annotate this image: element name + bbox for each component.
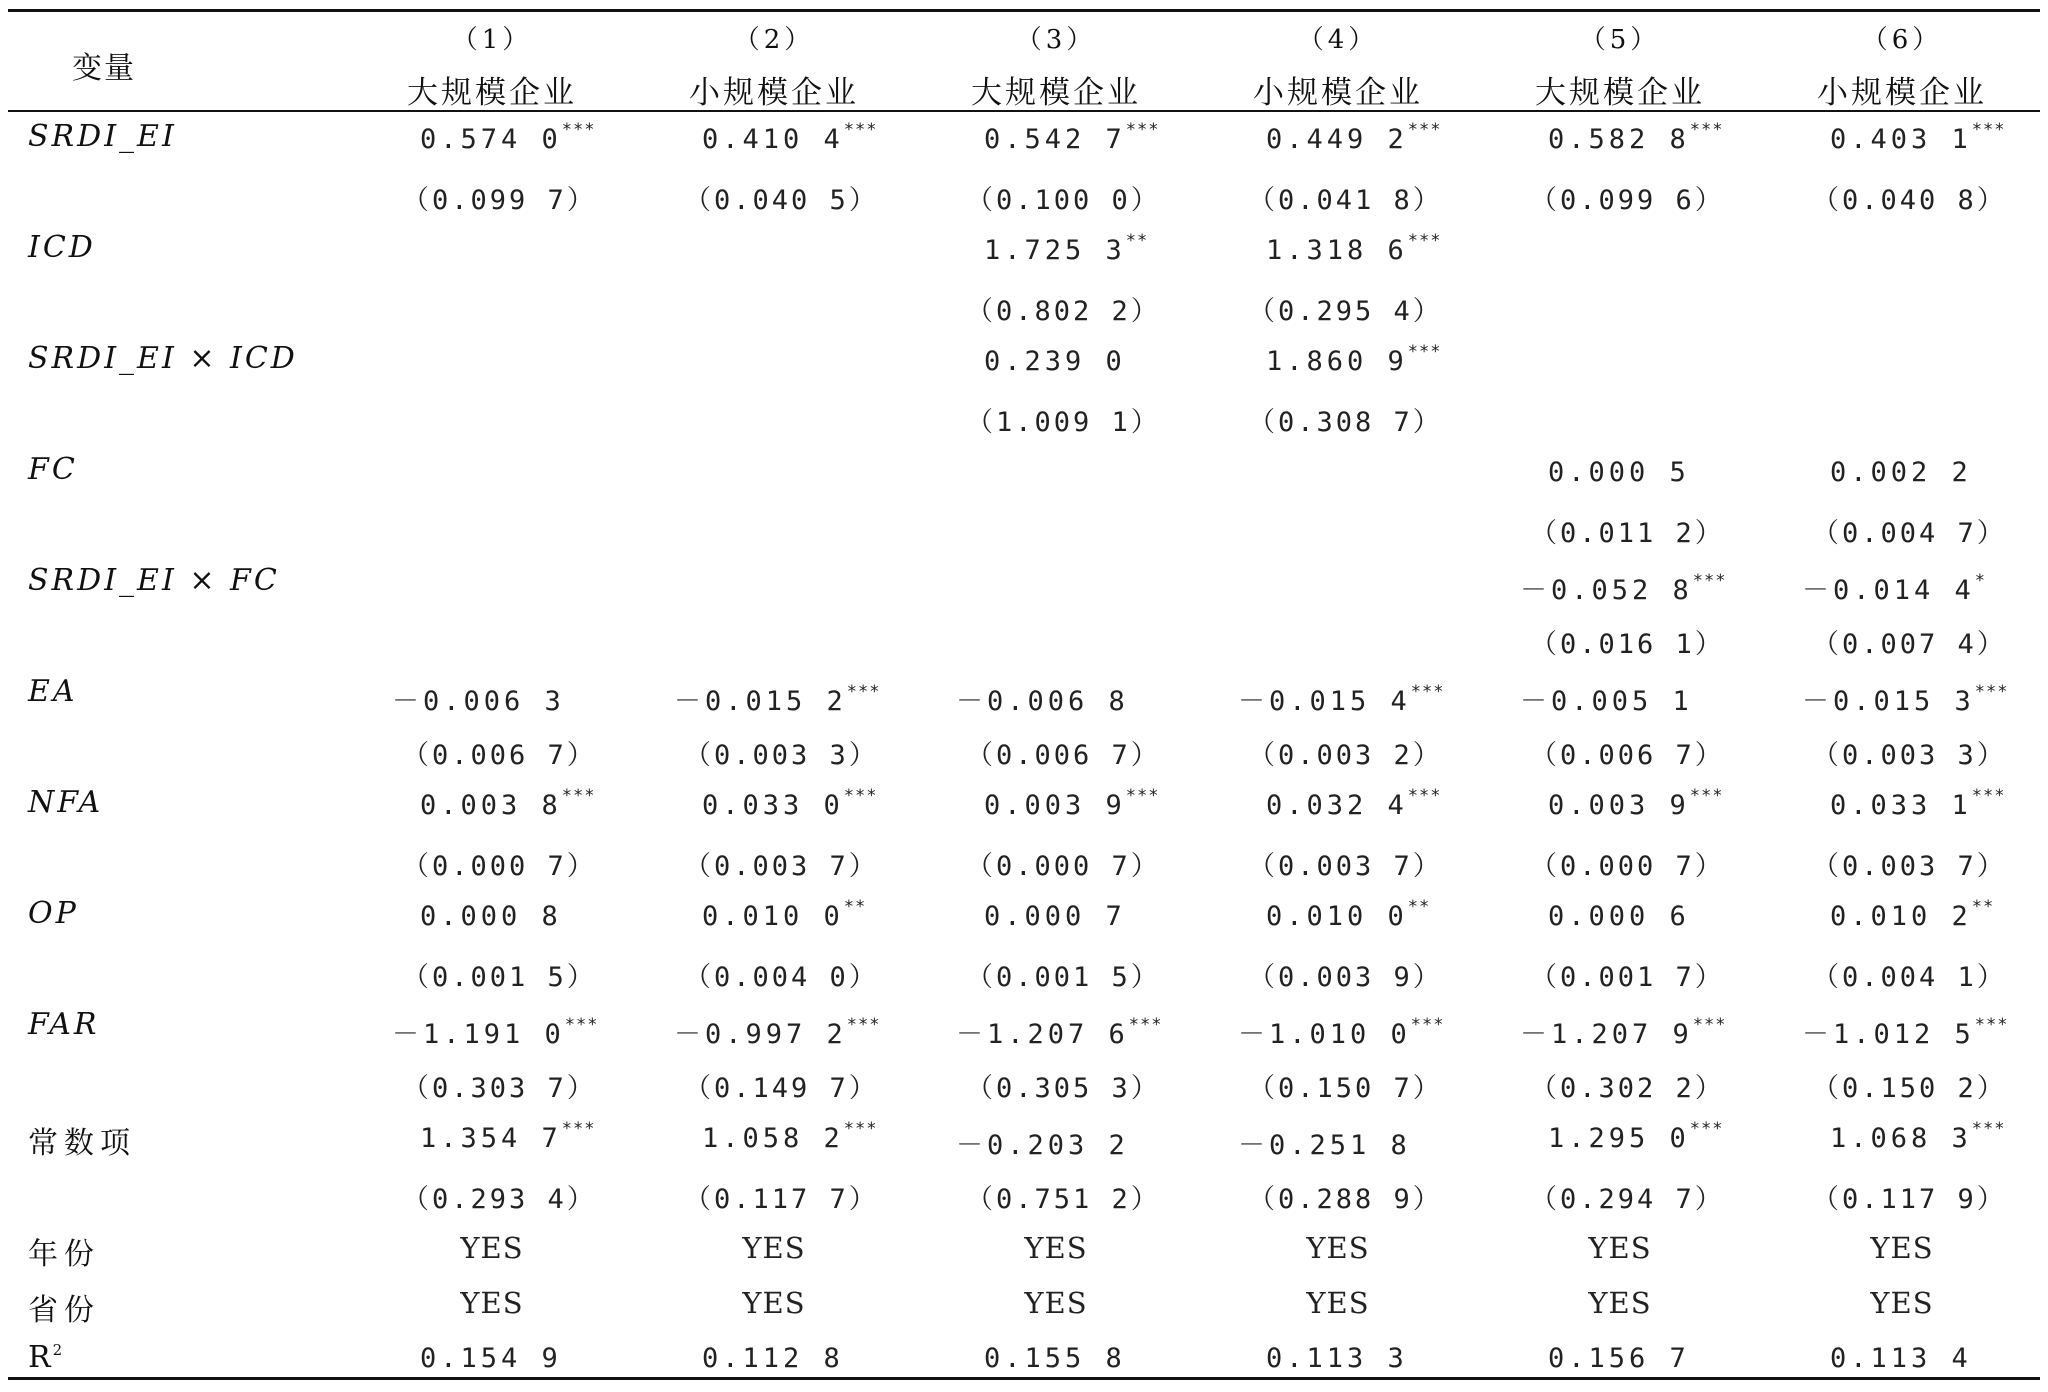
se-srdi_icd-col3 bbox=[966, 400, 1161, 439]
r-squared-col5 bbox=[1548, 1343, 1690, 1374]
coef-srdi-col2-significance: *** bbox=[843, 120, 878, 140]
coef-op-col2 bbox=[702, 897, 867, 932]
se-op-col4 bbox=[1248, 955, 1443, 994]
province-fe-col3-value: YES bbox=[1024, 1286, 1088, 1320]
se-fc-col5 bbox=[1530, 511, 1725, 550]
coef-far-col1-value: －1.191 0 bbox=[392, 1019, 565, 1050]
coef-icd-col3-significance: ** bbox=[1125, 231, 1149, 251]
coef-op-col4-value: 0.010 0 bbox=[1266, 901, 1408, 932]
coef-far-col6 bbox=[1802, 1012, 2009, 1051]
province-fe-col4-value: YES bbox=[1306, 1286, 1370, 1320]
year-fe-col5 bbox=[1560, 1231, 1680, 1265]
se-const-col5 bbox=[1530, 1177, 1725, 1216]
coef-const-col5-significance: *** bbox=[1689, 1119, 1724, 1139]
coef-fc-col5-value: 0.000 5 bbox=[1548, 457, 1690, 488]
coef-op-col4 bbox=[1266, 897, 1431, 932]
coef-ea-col4 bbox=[1238, 679, 1445, 718]
coef-far-col1 bbox=[392, 1012, 599, 1051]
se-op-col1-value: （0.001 5） bbox=[402, 962, 597, 993]
coef-nfa-col4-value: 0.032 4 bbox=[1266, 790, 1408, 821]
coef-srdi_fc-col6-significance: * bbox=[1974, 571, 1987, 591]
row-label-srdi-ei: SRDI_EI bbox=[28, 119, 177, 154]
coef-nfa-col2-significance: *** bbox=[843, 786, 878, 806]
row-label-fc: FC bbox=[28, 452, 78, 487]
province-fe-col5-value: YES bbox=[1588, 1286, 1652, 1320]
se-srdi-col1 bbox=[402, 178, 597, 217]
year-fe-col3-value: YES bbox=[1024, 1231, 1088, 1265]
row-label-year: 年份 bbox=[28, 1237, 100, 1272]
coef-icd-col4-significance: *** bbox=[1407, 231, 1442, 251]
coef-const-col6-significance: *** bbox=[1971, 1119, 2006, 1139]
coef-icd-col4-value: 1.318 6 bbox=[1266, 235, 1408, 266]
coef-const-col6-value: 1.068 3 bbox=[1830, 1123, 1972, 1154]
coef-op-col4-significance: ** bbox=[1407, 897, 1431, 917]
coef-ea-col4-significance: *** bbox=[1410, 682, 1445, 702]
se-icd-col4 bbox=[1248, 289, 1443, 328]
coef-srdi-col5-value: 0.582 8 bbox=[1548, 124, 1690, 155]
coef-nfa-col3-significance: *** bbox=[1125, 786, 1160, 806]
r-squared-col6 bbox=[1830, 1343, 1972, 1374]
r-squared-col4-value: 0.113 3 bbox=[1266, 1343, 1408, 1374]
se-nfa-col4-value: （0.003 7） bbox=[1248, 851, 1443, 882]
row-label-srdi-icd: SRDI_EI × ICD bbox=[28, 341, 298, 376]
coef-srdi_icd-col4-value: 1.860 9 bbox=[1266, 346, 1408, 377]
province-fe-col6-value: YES bbox=[1870, 1286, 1934, 1320]
coef-icd-col3-value: 1.725 3 bbox=[984, 235, 1126, 266]
coef-ea-col5-value: －0.005 1 bbox=[1520, 686, 1693, 717]
se-srdi_icd-col4 bbox=[1248, 400, 1443, 439]
se-op-col6-value: （0.004 1） bbox=[1812, 962, 2007, 993]
coef-ea-col3-value: －0.006 8 bbox=[956, 686, 1129, 717]
se-const-col1 bbox=[402, 1177, 597, 1216]
se-far-col2 bbox=[684, 1066, 879, 1105]
coef-const-col1-value: 1.354 7 bbox=[420, 1123, 562, 1154]
coef-srdi-col5-significance: *** bbox=[1689, 120, 1724, 140]
se-srdi_fc-col6 bbox=[1812, 622, 2007, 661]
coef-ea-col6 bbox=[1802, 679, 2009, 718]
coef-op-col2-value: 0.010 0 bbox=[702, 901, 844, 932]
coef-op-col5 bbox=[1548, 901, 1690, 932]
se-far-col1-value: （0.303 7） bbox=[402, 1073, 597, 1104]
coef-const-col3 bbox=[956, 1123, 1129, 1162]
coef-srdi_fc-col5-significance: *** bbox=[1692, 571, 1727, 591]
se-op-col1 bbox=[402, 955, 597, 994]
coef-far-col3-significance: *** bbox=[1128, 1015, 1163, 1035]
coef-nfa-col3 bbox=[984, 786, 1160, 821]
variable-header: 变量 bbox=[72, 51, 136, 86]
se-op-col3 bbox=[966, 955, 1161, 994]
coef-const-col4 bbox=[1238, 1123, 1411, 1162]
coef-far-col2-significance: *** bbox=[846, 1015, 881, 1035]
se-nfa-col5 bbox=[1530, 844, 1725, 883]
coef-far-col5 bbox=[1520, 1012, 1727, 1051]
row-label-far: FAR bbox=[28, 1007, 100, 1042]
r-squared-col1-value: 0.154 9 bbox=[420, 1343, 562, 1374]
column-group-1: 大规模企业 bbox=[407, 75, 577, 111]
se-srdi-col4 bbox=[1248, 178, 1443, 217]
row-label-r-squared bbox=[28, 1340, 64, 1375]
se-ea-col5 bbox=[1530, 733, 1725, 772]
se-icd-col4-value: （0.295 4） bbox=[1248, 296, 1443, 327]
se-const-col2-value: （0.117 7） bbox=[684, 1184, 879, 1215]
row-label-op: OP bbox=[28, 896, 79, 931]
se-srdi_fc-col6-value: （0.007 4） bbox=[1812, 629, 2007, 660]
se-const-col5-value: （0.294 7） bbox=[1530, 1184, 1725, 1215]
coef-op-col3-value: 0.000 7 bbox=[984, 901, 1126, 932]
se-srdi_icd-col4-value: （0.308 7） bbox=[1248, 407, 1443, 438]
top-rule bbox=[8, 9, 2040, 12]
column-group-6: 小规模企业 bbox=[1817, 75, 1987, 111]
se-const-col3-value: （0.751 2） bbox=[966, 1184, 1161, 1215]
coef-nfa-col1 bbox=[420, 786, 596, 821]
year-fe-col2 bbox=[714, 1231, 834, 1265]
r-squared-col2 bbox=[702, 1343, 844, 1374]
se-const-col6 bbox=[1812, 1177, 2007, 1216]
province-fe-col5 bbox=[1560, 1286, 1680, 1320]
se-op-col5-value: （0.001 7） bbox=[1530, 962, 1725, 993]
coef-fc-col6-value: 0.002 2 bbox=[1830, 457, 1972, 488]
coef-srdi_fc-col5 bbox=[1520, 568, 1727, 607]
coef-ea-col4-value: －0.015 4 bbox=[1238, 686, 1411, 717]
coef-srdi-col2-value: 0.410 4 bbox=[702, 124, 844, 155]
year-fe-col4-value: YES bbox=[1306, 1231, 1370, 1265]
coef-op-col6-significance: ** bbox=[1971, 897, 1995, 917]
r-squared-superscript: 2 bbox=[52, 1341, 65, 1359]
coef-op-col5-value: 0.000 6 bbox=[1548, 901, 1690, 932]
coef-far-col6-significance: *** bbox=[1974, 1015, 2009, 1035]
coef-nfa-col6 bbox=[1830, 786, 2006, 821]
coef-far-col4-value: －1.010 0 bbox=[1238, 1019, 1411, 1050]
province-fe-col1-value: YES bbox=[460, 1286, 524, 1320]
coef-op-col2-significance: ** bbox=[843, 897, 867, 917]
se-srdi-col2 bbox=[684, 178, 879, 217]
se-srdi-col3 bbox=[966, 178, 1161, 217]
coef-nfa-col3-value: 0.003 9 bbox=[984, 790, 1126, 821]
coef-const-col5 bbox=[1548, 1119, 1724, 1154]
se-ea-col1 bbox=[402, 733, 597, 772]
se-far-col5-value: （0.302 2） bbox=[1530, 1073, 1725, 1104]
r-squared-col3 bbox=[984, 1343, 1126, 1374]
se-op-col4-value: （0.003 9） bbox=[1248, 962, 1443, 993]
coef-nfa-col1-significance: *** bbox=[561, 786, 596, 806]
se-ea-col3-value: （0.006 7） bbox=[966, 740, 1161, 771]
coef-const-col2-value: 1.058 2 bbox=[702, 1123, 844, 1154]
se-ea-col2-value: （0.003 3） bbox=[684, 740, 879, 771]
row-label-constant: 常数项 bbox=[28, 1126, 136, 1161]
column-number-1: （1） bbox=[451, 25, 533, 55]
se-far-col3-value: （0.305 3） bbox=[966, 1073, 1161, 1104]
coef-far-col2-value: －0.997 2 bbox=[674, 1019, 847, 1050]
se-icd-col3-value: （0.802 2） bbox=[966, 296, 1161, 327]
se-nfa-col3 bbox=[966, 844, 1161, 883]
coef-nfa-col5-significance: *** bbox=[1689, 786, 1724, 806]
coef-fc-col5 bbox=[1548, 457, 1690, 488]
row-label-icd: ICD bbox=[28, 230, 96, 265]
coef-far-col5-significance: *** bbox=[1692, 1015, 1727, 1035]
coef-op-col6-value: 0.010 2 bbox=[1830, 901, 1972, 932]
coef-srdi-col5 bbox=[1548, 120, 1724, 155]
year-fe-col3 bbox=[996, 1231, 1116, 1265]
se-srdi-col4-value: （0.041 8） bbox=[1248, 185, 1443, 216]
coef-ea-col2-significance: *** bbox=[846, 682, 881, 702]
se-nfa-col3-value: （0.000 7） bbox=[966, 851, 1161, 882]
se-op-col6 bbox=[1812, 955, 2007, 994]
se-ea-col3 bbox=[966, 733, 1161, 772]
province-fe-col2-value: YES bbox=[742, 1286, 806, 1320]
se-ea-col6 bbox=[1812, 733, 2007, 772]
se-nfa-col1 bbox=[402, 844, 597, 883]
coef-srdi_icd-col4-significance: *** bbox=[1407, 342, 1442, 362]
row-label-ea: EA bbox=[28, 674, 78, 709]
year-fe-col5-value: YES bbox=[1588, 1231, 1652, 1265]
coef-op-col1-value: 0.000 8 bbox=[420, 901, 562, 932]
coef-srdi-col1-significance: *** bbox=[561, 120, 596, 140]
bottom-rule bbox=[8, 1377, 2040, 1380]
coef-ea-col3 bbox=[956, 679, 1129, 718]
coef-ea-col6-value: －0.015 3 bbox=[1802, 686, 1975, 717]
coef-srdi-col4 bbox=[1266, 120, 1442, 155]
column-number-3: （3） bbox=[1015, 25, 1097, 55]
se-const-col3 bbox=[966, 1177, 1161, 1216]
coef-icd-col3 bbox=[984, 231, 1149, 266]
column-number-4: （4） bbox=[1297, 25, 1379, 55]
se-const-col1-value: （0.293 4） bbox=[402, 1184, 597, 1215]
se-op-col2 bbox=[684, 955, 879, 994]
coef-srdi-col2 bbox=[702, 120, 878, 155]
column-group-4: 小规模企业 bbox=[1253, 75, 1423, 111]
coef-far-col1-significance: *** bbox=[564, 1015, 599, 1035]
coef-srdi_icd-col3-value: 0.239 0 bbox=[984, 346, 1126, 377]
coef-const-col2 bbox=[702, 1119, 878, 1154]
se-srdi_fc-col5-value: （0.016 1） bbox=[1530, 629, 1725, 660]
se-nfa-col6-value: （0.003 7） bbox=[1812, 851, 2007, 882]
row-label-srdi-fc: SRDI_EI × FC bbox=[28, 563, 280, 598]
coef-const-col2-significance: *** bbox=[843, 1119, 878, 1139]
coef-nfa-col6-significance: *** bbox=[1971, 786, 2006, 806]
year-fe-col4 bbox=[1278, 1231, 1398, 1265]
r-squared-col4 bbox=[1266, 1343, 1408, 1374]
se-srdi-col2-value: （0.040 5） bbox=[684, 185, 879, 216]
se-far-col4-value: （0.150 7） bbox=[1248, 1073, 1443, 1104]
coef-far-col4-significance: *** bbox=[1410, 1015, 1445, 1035]
column-group-2: 小规模企业 bbox=[689, 75, 859, 111]
se-op-col3-value: （0.001 5） bbox=[966, 962, 1161, 993]
coef-srdi_fc-col6 bbox=[1802, 568, 1986, 607]
coef-fc-col6 bbox=[1830, 457, 1972, 488]
coef-far-col3 bbox=[956, 1012, 1163, 1051]
coef-ea-col2 bbox=[674, 679, 881, 718]
se-fc-col5-value: （0.011 2） bbox=[1530, 518, 1725, 549]
coef-nfa-col6-value: 0.033 1 bbox=[1830, 790, 1972, 821]
coef-srdi_icd-col4 bbox=[1266, 342, 1442, 377]
coef-nfa-col5 bbox=[1548, 786, 1724, 821]
se-nfa-col2-value: （0.003 7） bbox=[684, 851, 879, 882]
year-fe-col6-value: YES bbox=[1870, 1231, 1934, 1265]
coef-srdi-col4-value: 0.449 2 bbox=[1266, 124, 1408, 155]
se-nfa-col4 bbox=[1248, 844, 1443, 883]
coef-op-col3 bbox=[984, 901, 1126, 932]
coef-ea-col6-significance: *** bbox=[1974, 682, 2009, 702]
coef-const-col1 bbox=[420, 1119, 596, 1154]
se-far-col3 bbox=[966, 1066, 1161, 1105]
coef-srdi-col4-significance: *** bbox=[1407, 120, 1442, 140]
r-squared-base: R bbox=[28, 1340, 53, 1375]
year-fe-col2-value: YES bbox=[742, 1231, 806, 1265]
coef-ea-col5 bbox=[1520, 679, 1693, 718]
column-group-3: 大规模企业 bbox=[971, 75, 1141, 111]
se-ea-col6-value: （0.003 3） bbox=[1812, 740, 2007, 771]
coef-far-col6-value: －1.012 5 bbox=[1802, 1019, 1975, 1050]
coef-nfa-col4 bbox=[1266, 786, 1442, 821]
se-srdi_icd-col3-value: （1.009 1） bbox=[966, 407, 1161, 438]
row-label-nfa: NFA bbox=[28, 785, 104, 820]
se-srdi-col3-value: （0.100 0） bbox=[966, 185, 1161, 216]
se-far-col2-value: （0.149 7） bbox=[684, 1073, 879, 1104]
coef-srdi-col3-significance: *** bbox=[1125, 120, 1160, 140]
coef-srdi-col1 bbox=[420, 120, 596, 155]
se-icd-col3 bbox=[966, 289, 1161, 328]
r-squared-col3-value: 0.155 8 bbox=[984, 1343, 1126, 1374]
coef-srdi_icd-col3 bbox=[984, 346, 1126, 377]
coef-const-col5-value: 1.295 0 bbox=[1548, 1123, 1690, 1154]
se-srdi-col6 bbox=[1812, 178, 2007, 217]
se-nfa-col6 bbox=[1812, 844, 2007, 883]
column-group-5: 大规模企业 bbox=[1535, 75, 1705, 111]
coef-nfa-col5-value: 0.003 9 bbox=[1548, 790, 1690, 821]
se-ea-col2 bbox=[684, 733, 879, 772]
se-ea-col4-value: （0.003 2） bbox=[1248, 740, 1443, 771]
province-fe-col3 bbox=[996, 1286, 1116, 1320]
se-far-col6 bbox=[1812, 1066, 2007, 1105]
coef-srdi-col6-significance: *** bbox=[1971, 120, 2006, 140]
se-const-col4 bbox=[1248, 1177, 1443, 1216]
se-far-col6-value: （0.150 2） bbox=[1812, 1073, 2007, 1104]
r-squared-col6-value: 0.113 4 bbox=[1830, 1343, 1972, 1374]
se-nfa-col5-value: （0.000 7） bbox=[1530, 851, 1725, 882]
coef-srdi-col3 bbox=[984, 120, 1160, 155]
province-fe-col2 bbox=[714, 1286, 834, 1320]
coef-far-col2 bbox=[674, 1012, 881, 1051]
column-number-5: （5） bbox=[1579, 25, 1661, 55]
column-number-2: （2） bbox=[733, 25, 815, 55]
province-fe-col4 bbox=[1278, 1286, 1398, 1320]
se-const-col2 bbox=[684, 1177, 879, 1216]
se-srdi_fc-col5 bbox=[1530, 622, 1725, 661]
se-srdi-col1-value: （0.099 7） bbox=[402, 185, 597, 216]
coef-const-col4-value: －0.251 8 bbox=[1238, 1130, 1411, 1161]
coef-ea-col1-value: －0.006 3 bbox=[392, 686, 565, 717]
se-far-col4 bbox=[1248, 1066, 1443, 1105]
coef-srdi-col6 bbox=[1830, 120, 2006, 155]
coef-nfa-col2 bbox=[702, 786, 878, 821]
coef-const-col1-significance: *** bbox=[561, 1119, 596, 1139]
coef-nfa-col1-value: 0.003 8 bbox=[420, 790, 562, 821]
coef-nfa-col2-value: 0.033 0 bbox=[702, 790, 844, 821]
se-ea-col5-value: （0.006 7） bbox=[1530, 740, 1725, 771]
year-fe-col6 bbox=[1842, 1231, 1962, 1265]
se-srdi-col5 bbox=[1530, 178, 1725, 217]
se-const-col4-value: （0.288 9） bbox=[1248, 1184, 1443, 1215]
se-ea-col4 bbox=[1248, 733, 1443, 772]
r-squared-col1 bbox=[420, 1343, 562, 1374]
coef-ea-col1 bbox=[392, 679, 565, 718]
se-srdi-col6-value: （0.040 8） bbox=[1812, 185, 2007, 216]
se-fc-col6-value: （0.004 7） bbox=[1812, 518, 2007, 549]
coef-ea-col2-value: －0.015 2 bbox=[674, 686, 847, 717]
coef-far-col5-value: －1.207 9 bbox=[1520, 1019, 1693, 1050]
year-fe-col1 bbox=[432, 1231, 552, 1265]
province-fe-col1 bbox=[432, 1286, 552, 1320]
province-fe-col6 bbox=[1842, 1286, 1962, 1320]
coef-far-col3-value: －1.207 6 bbox=[956, 1019, 1129, 1050]
coef-srdi-col6-value: 0.403 1 bbox=[1830, 124, 1972, 155]
row-label-province: 省份 bbox=[28, 1293, 100, 1328]
coef-srdi-col3-value: 0.542 7 bbox=[984, 124, 1126, 155]
coef-far-col4 bbox=[1238, 1012, 1445, 1051]
coef-icd-col4 bbox=[1266, 231, 1442, 266]
r-squared-col5-value: 0.156 7 bbox=[1548, 1343, 1690, 1374]
coef-const-col3-value: －0.203 2 bbox=[956, 1130, 1129, 1161]
se-far-col1 bbox=[402, 1066, 597, 1105]
se-nfa-col1-value: （0.000 7） bbox=[402, 851, 597, 882]
coef-srdi_fc-col6-value: －0.014 4 bbox=[1802, 575, 1975, 606]
se-op-col2-value: （0.004 0） bbox=[684, 962, 879, 993]
coef-srdi_fc-col5-value: －0.052 8 bbox=[1520, 575, 1693, 606]
se-far-col5 bbox=[1530, 1066, 1725, 1105]
se-fc-col6 bbox=[1812, 511, 2007, 550]
coef-op-col1 bbox=[420, 901, 562, 932]
column-number-6: （6） bbox=[1861, 25, 1943, 55]
r-squared-col2-value: 0.112 8 bbox=[702, 1343, 844, 1374]
se-op-col5 bbox=[1530, 955, 1725, 994]
coef-op-col6 bbox=[1830, 897, 1995, 932]
year-fe-col1-value: YES bbox=[460, 1231, 524, 1265]
se-const-col6-value: （0.117 9） bbox=[1812, 1184, 2007, 1215]
coef-const-col6 bbox=[1830, 1119, 2006, 1154]
se-ea-col1-value: （0.006 7） bbox=[402, 740, 597, 771]
coef-nfa-col4-significance: *** bbox=[1407, 786, 1442, 806]
se-nfa-col2 bbox=[684, 844, 879, 883]
coef-srdi-col1-value: 0.574 0 bbox=[420, 124, 562, 155]
se-srdi-col5-value: （0.099 6） bbox=[1530, 185, 1725, 216]
